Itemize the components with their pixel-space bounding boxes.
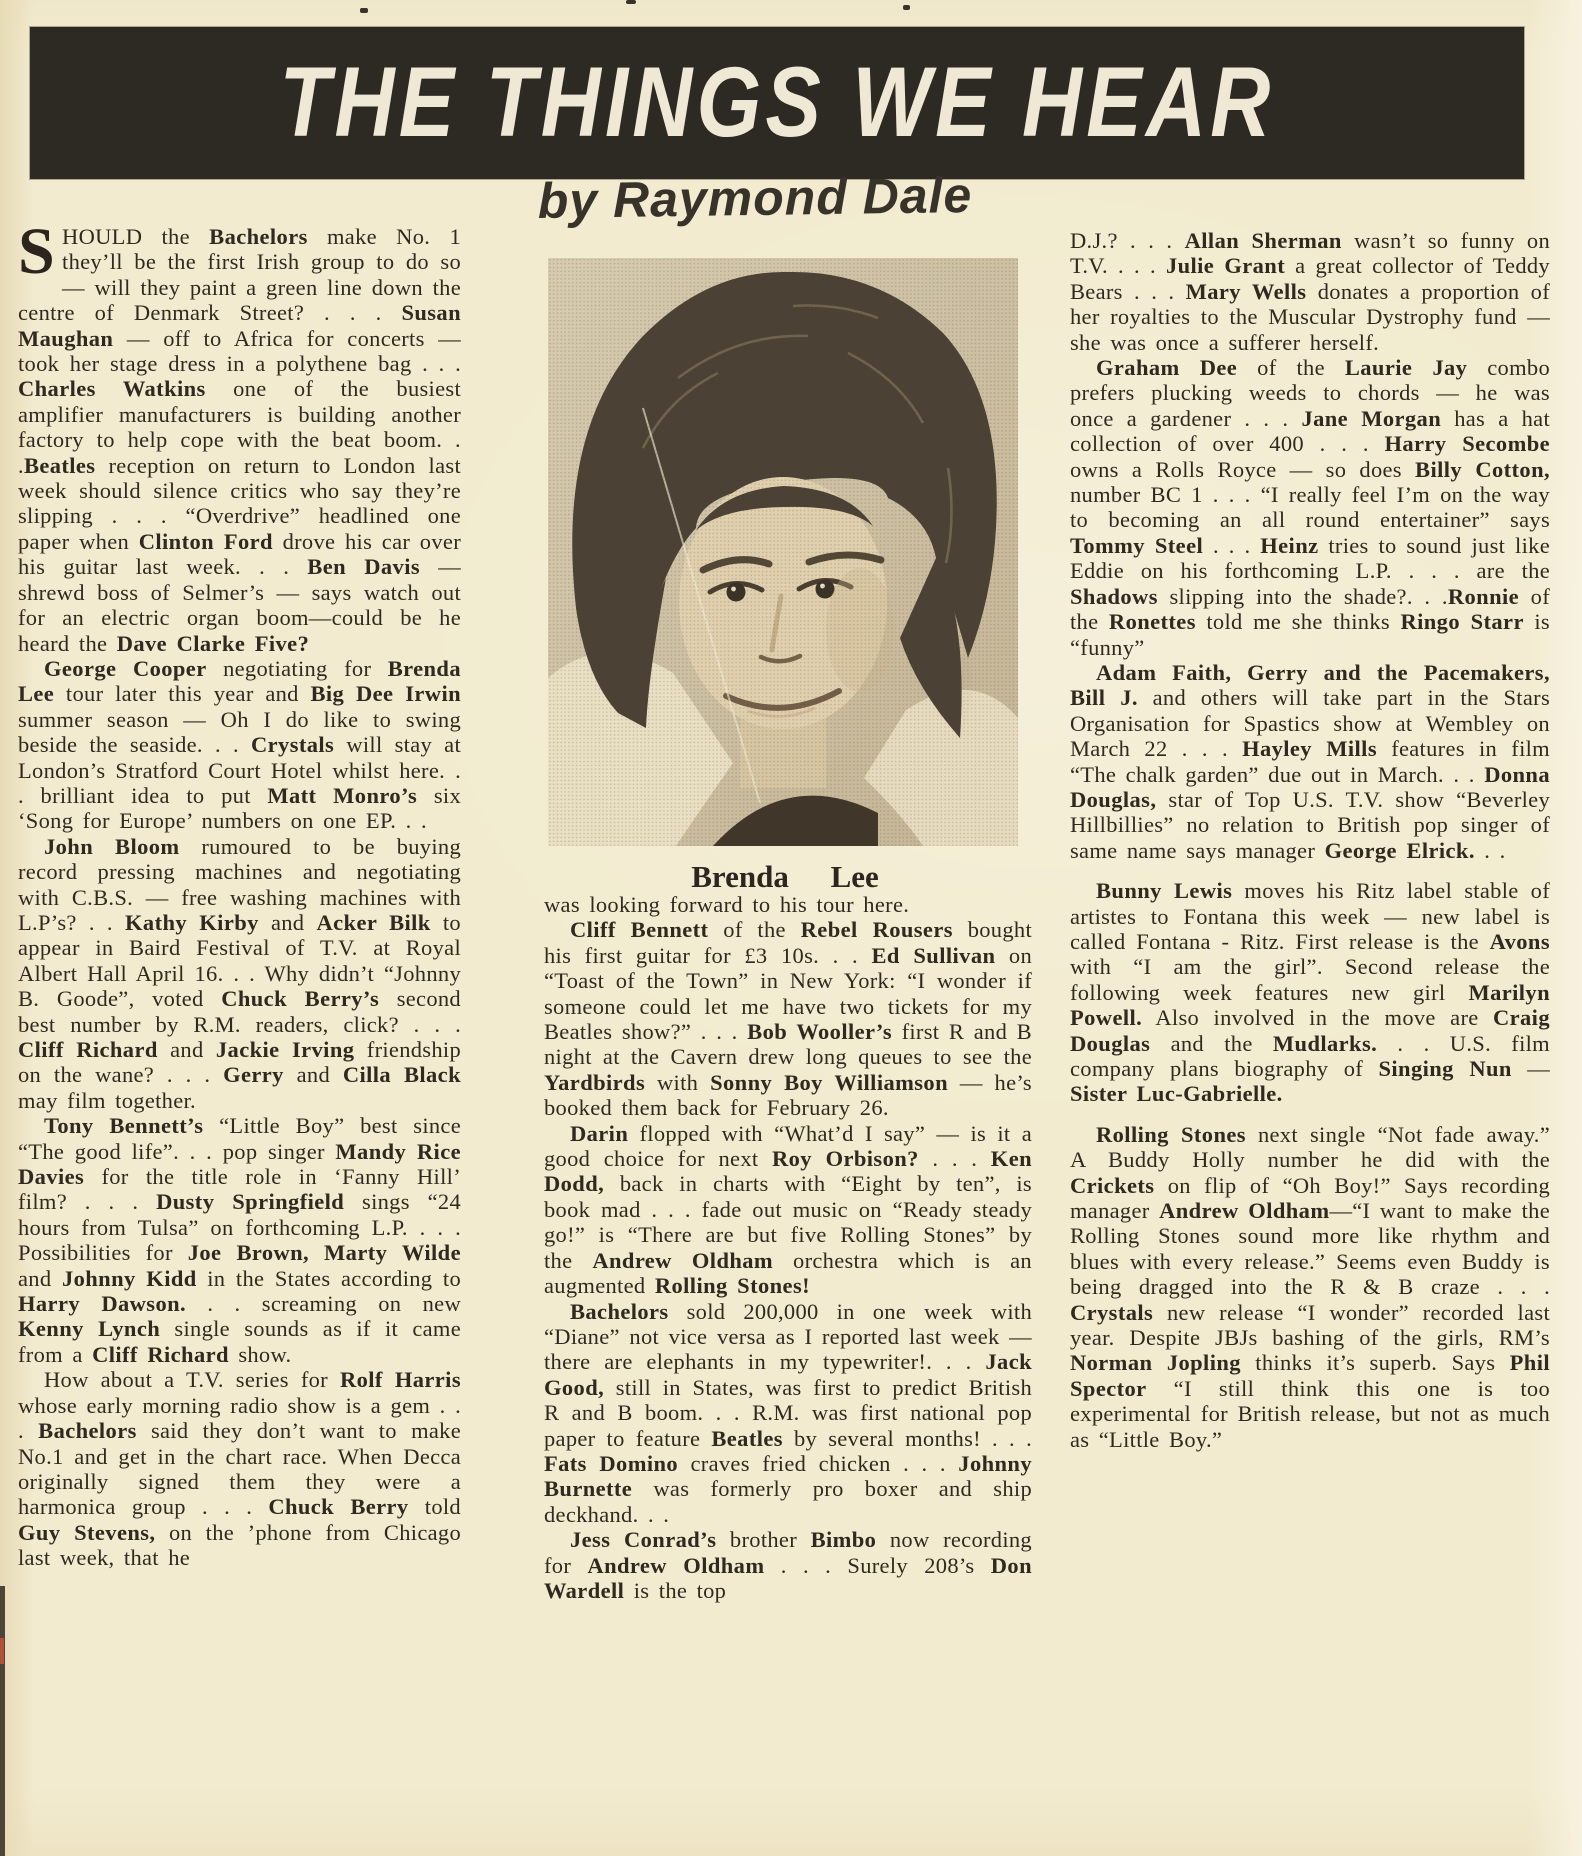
paragraph: How about a T.V. series for Rolf Harris whose early morning radio show is a gem . . . Bachelors said they don’t want to make No.1 and get in the chart race. When Decca originally signed them they were a harmonica group . . . Chuck Berry told Guy Stevens, on the ’phone from Chicago last week, that he — [18, 1367, 461, 1571]
paragraph: George Cooper negotiating for Brenda Lee tour later this year and Big Dee Irwin summer season — Oh I do like to swing beside the seaside. . . Crystals will stay at London’s Stratford Court Hotel whilst here. . . brilliant idea to put Matt Monro’s six ‘Song for Europe’ numbers on one EP. . . — [18, 655, 462, 834]
brenda-lee-photo — [548, 258, 1018, 846]
paragraph: Tony Bennett’s “Little Boy” best since “The good life”. . . pop singer Mandy Rice Davies for the title role in ‘Fanny Hill’ film? . . . Dusty Springfield sings “24 hours from Tulsa” on forthcoming L.P. . . . Possibilities for Joe Brown, Marty Wilde and Johnny Kidd in the States according to Harry Dawson. . . screaming on new Kenny Lynch single sounds as if it came from a Cliff Richard show. — [18, 1113, 462, 1367]
paragraph: John Bloom rumoured to be buying record pressing machines and negotiating with C.B.S. — free washing machines with L.P’s? . . Kathy Kirby and Acker Bilk to appear in Baird Festival of T.V. at Royal Albert Hall April 16. . . Why didn’t “Johnny B. Goode”, voted Chuck Berry’s second best number by R.M. readers, click? . . . Cliff Richard and Jackie Irving friendship on the wane? . . . Gerry and Cilla Black may film together. — [18, 833, 462, 1113]
paragraph: was looking forward to his tour here. — [544, 892, 910, 917]
paragraph: Bachelors sold 200,000 in one week with “Diane” not vice versa as I reported last week — there are elephants in my typewriter!. . . Jack Good, still in States, was first to predict British R and B boom. . . R.M. was first national pop paper to feature Beatles by several months! . . . Fats Domino craves fried chicken . . . Johnny Burnette was formerly pro boxer and ship deckhand. . . — [544, 1298, 1032, 1527]
scan-edge-mark — [0, 1638, 4, 1664]
paragraph: SHOULD the Bachelors make No. 1 they’ll be the first Irish group to do so — will they paint a green line down the centre of Denmark Street? . . . Susan Maughan — off to Africa for concerts — took her stage dress in a polythene bag . . . Charles Watkins one of the busiest amplifier manufacturers is building another factory to help cope with the beat boom. . .Beatles reception on return to London last week should silence critics who say they’re slipping . . . “Overdrive” headlined one paper when Clinton Ford drove his car over his guitar last week. . . Ben Davis — shrewd boss of Selmer’s — says watch out for an electric organ boom—could be he heard the Dave Clarke Five? — [18, 215, 461, 656]
article-column-right — [1070, 228, 1550, 1452]
scan-edge-line — [0, 1586, 5, 1856]
paragraph: Jess Conrad’s brother Bimbo now recording for Andrew Oldham . . . Surely 208’s Don Wardell is the top — [544, 1527, 1032, 1603]
paragraph: Adam Faith, Gerry and the Pacemakers, Bill J. and others will take part in the Stars Organisation for Spastics show at Wembley on March 22 . . . Hayley Mills features in film “The chalk garden” due out in March. . . Donna Douglas, star of Top U.S. T.V. show “Beverley Hillbillies” no relation to British pop singer of same name says manager George Elrick. . . — [1070, 659, 1550, 863]
portrait-illustration — [548, 258, 1018, 846]
paper-speck — [360, 8, 368, 13]
paragraph: D.J.? . . . Allan Sherman wasn’t so funny on T.V. . . . Julie Grant a great collector of Teddy Bears . . . Mary Wells donates a proportion of her royalties to the Muscular Dystrophy fund — she was once a sufferer herself. — [1070, 228, 1551, 355]
article-column-left — [18, 215, 462, 1571]
paragraph: Darin flopped with “What’d I say” — is it a good choice for next Roy Orbison? . . . Ken Dodd, back in charts with “Eight by ten”, is book mad . . . fade out music on “Ready steady go!” is “There are but five Rolling Stones” by the Andrew Oldham orchestra which is an augmented Rolling Stones! — [544, 1120, 1032, 1299]
photo-caption: Brenda Lee — [691, 859, 879, 894]
paper-speck — [626, 0, 636, 4]
paragraph: Bunny Lewis moves his Ritz label stable of artistes to Fontana this week — new label is called Fontana - Ritz. First release is the Avons with “I am the girl”. Second release the following week features new girl Marilyn Powell. Also involved in the move are Craig Douglas and the Mudlarks. . . U.S. film company plans biography of Singing Nun — Sister Luc-Gabrielle. — [1070, 878, 1551, 1107]
drop-cap: S — [18, 215, 56, 288]
article-column-center — [544, 892, 1032, 1603]
byline: by Raymond Dale — [537, 166, 973, 230]
paper-speck — [903, 5, 910, 10]
paragraph: Cliff Bennett of the Rebel Rousers bought his first guitar for £3 10s. . . Ed Sullivan on “Toast of the Town” in New York: “I wonder if someone could let me have two tickets for my Beatles show?” . . . Bob Wooller’s first R and B night at the Cavern drew long queues to see the Yardbirds with Sonny Boy Williamson — he’s booked them back for February 26. — [544, 917, 1033, 1121]
sepia-tint — [548, 258, 1018, 846]
paragraph: Graham Dee of the Laurie Jay combo prefers plucking weeds to chords — he was once a gardener . . . Jane Morgan has a hat collection of over 400 . . . Harry Secombe owns a Rolls Royce — so does Billy Cotton, number BC 1 . . . “I really feel I’m on the way to becoming an all round entertainer” says Tommy Steel . . . Heinz tries to sound just like Eddie on his forthcoming L.P. . . . are the Shadows slipping into the shade?. . .Ronnie of the Ronettes told me she thinks Ringo Starr is “funny” — [1070, 355, 1551, 660]
paragraph: Rolling Stones next single “Not fade away.” A Buddy Holly number he did with the Crickets on flip of “Oh Boy!” Says recording manager Andrew Oldham—“I want to make the Rolling Stones sound more like rhythm and blues with every release.” Seems even Buddy is being dragged into the R & B craze . . . Crystals new release “I wonder” recorded last year. Despite JBJs bashing of the girls, RM’s Norman Jopling thinks it’s superb. Says Phil Spector “I still think this one is too experimental for British release, but not as much as “Little Boy.” — [1070, 1121, 1551, 1452]
masthead-banner — [30, 27, 1524, 179]
page-title: THE THINGS WE HEAR — [279, 46, 1275, 157]
